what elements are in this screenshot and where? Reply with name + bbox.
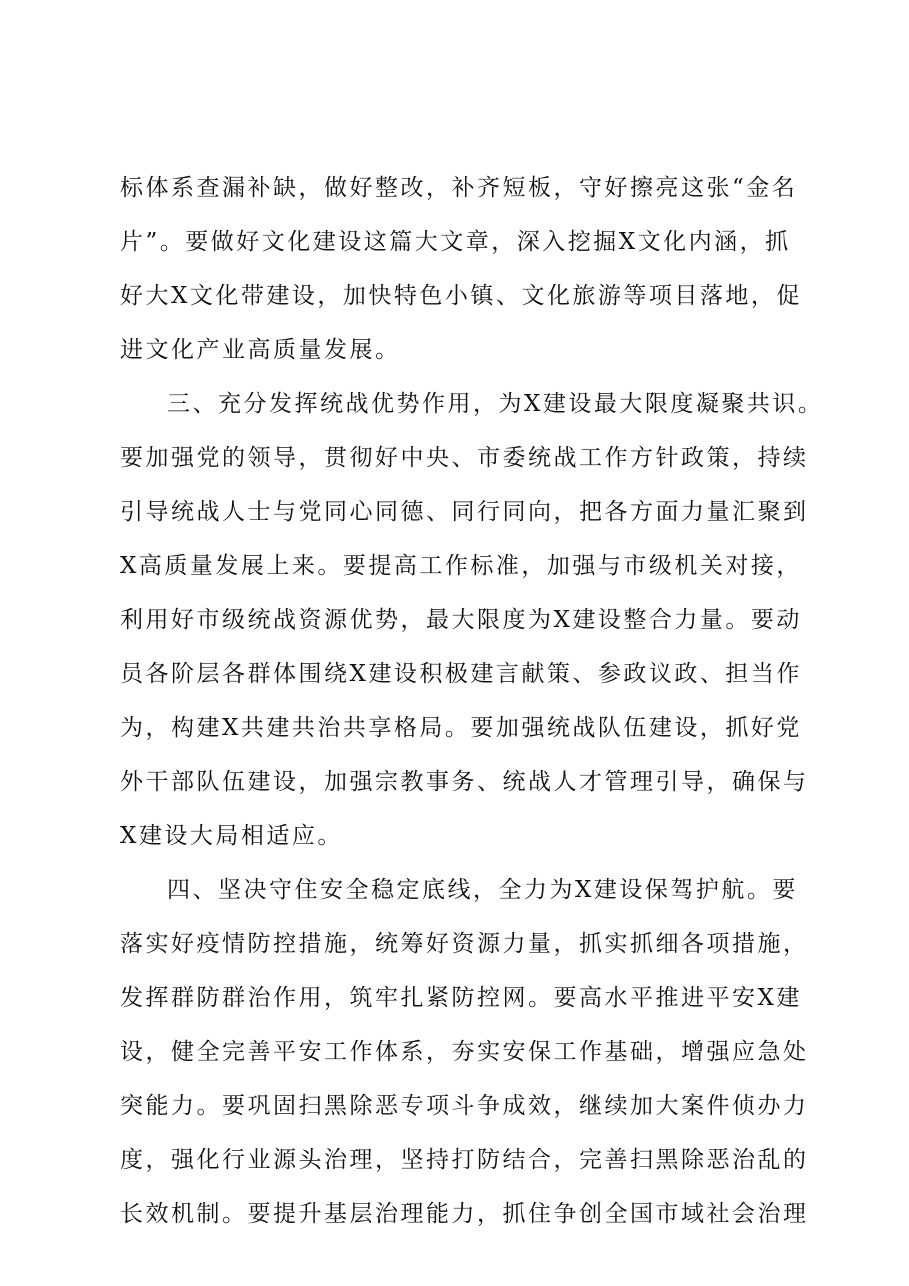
text-line: 好大X文化带建设，加快特色小镇、文化旅游等项目落地，促 xyxy=(120,283,802,309)
text-line: X建设大局相适应。 xyxy=(120,823,343,849)
text-line: 落实好疫情防控措施，统筹好资源力量，抓实抓细各项措施， xyxy=(120,931,809,957)
text-line: 员各阶层各群体围绕X建设积极建言献策、参政议政、担当作 xyxy=(120,661,802,687)
text-line: 引导统战人士与党同心同德、同行同向，把各方面力量汇聚到 xyxy=(120,499,809,525)
text-line: 设，健全完善平安工作体系，夯实安保工作基础，增强应急处 xyxy=(120,1039,809,1065)
text-line: 为，构建X共建共治共享格局。要加强统战队伍建设，抓好党 xyxy=(120,715,802,741)
text-line: 标体系查漏补缺，做好整改，补齐短板，守好擦亮这张“金名 xyxy=(120,175,798,201)
section-heading-line: 四、坚决守住安全稳定底线，全力为X建设保驾护航。要 xyxy=(167,877,798,903)
text-line: 外干部队伍建设，加强宗教事务、统战人才管理引导，确保与 xyxy=(120,769,809,795)
text-line: 片”。要做好文化建设这篇大文章，深入挖掘X文化内涵，抓 xyxy=(120,229,791,255)
text-line: 发挥群防群治作用，筑牢扎紧防控网。要高水平推进平安X建 xyxy=(120,985,802,1011)
text-line: 进文化产业高质量发展。 xyxy=(120,337,401,363)
text-line: 利用好市级统战资源优势，最大限度为X建设整合力量。要动 xyxy=(120,607,802,633)
paragraph-continuation xyxy=(120,161,810,377)
text-line: X高质量发展上来。要提高工作标准，加强与市级机关对接， xyxy=(120,553,802,579)
section-heading-line: 三、充分发挥统战优势作用，为X建设最大限度凝聚共识。 xyxy=(167,391,824,417)
text-line: 度，强化行业源头治理，坚持打防结合，完善扫黑除恶治乱的 xyxy=(120,1147,809,1173)
paragraph-section-3 xyxy=(120,377,824,863)
document-body xyxy=(120,161,824,1241)
text-line: 突能力。要巩固扫黑除恶专项斗争成效，继续加大案件侦办力 xyxy=(120,1093,809,1119)
text-line: 要加强党的领导，贯彻好中央、市委统战工作方针政策，持续 xyxy=(120,445,809,471)
text-line: 长效机制。要提升基层治理能力，抓住争创全国市域社会治理 xyxy=(120,1201,809,1227)
paragraph-section-4 xyxy=(120,863,810,1241)
